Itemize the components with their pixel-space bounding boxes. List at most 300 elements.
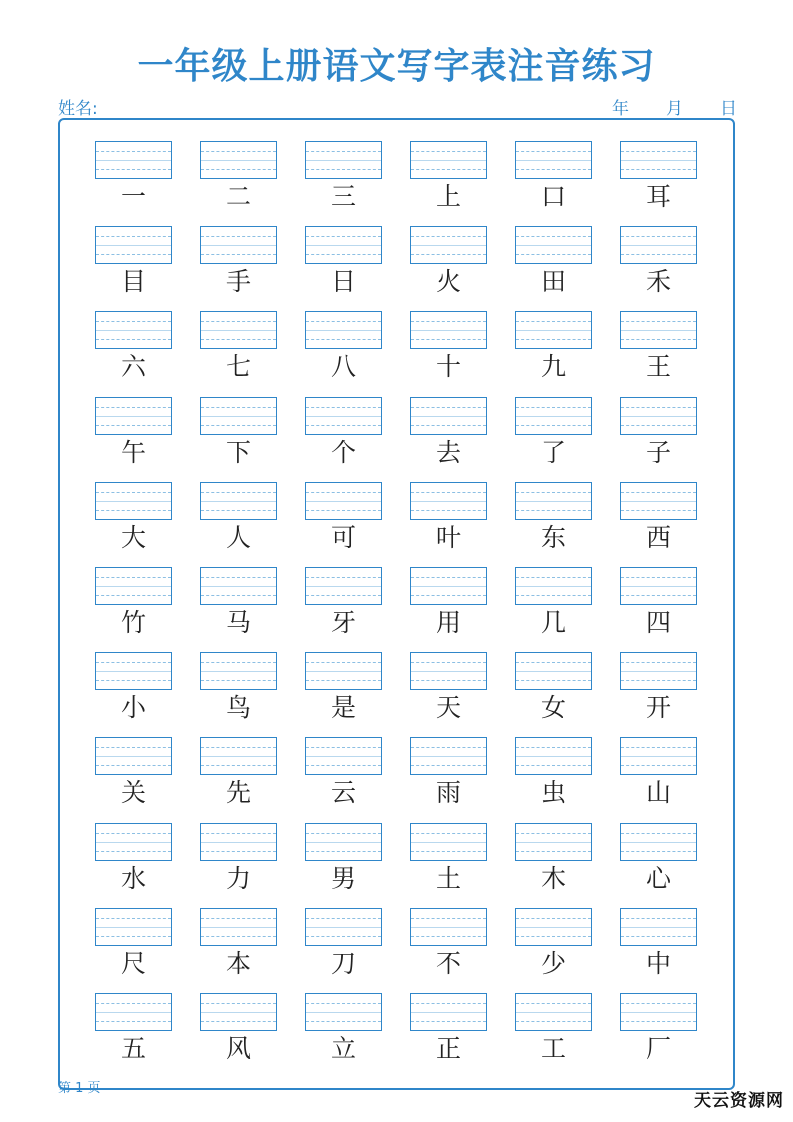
hanzi-character: 去 <box>435 437 461 467</box>
pinyin-writing-box[interactable] <box>410 652 487 690</box>
pinyin-guide-line <box>411 151 486 152</box>
character-cell <box>200 567 277 652</box>
pinyin-guide-line <box>411 254 486 255</box>
pinyin-guide-line <box>411 671 486 672</box>
pinyin-writing-box[interactable] <box>95 311 172 349</box>
pinyin-writing-box[interactable] <box>305 823 382 861</box>
character-cell <box>515 311 592 396</box>
character-cell <box>410 993 487 1078</box>
pinyin-guide-line <box>201 851 276 852</box>
character-cell <box>620 311 697 396</box>
pinyin-writing-box[interactable] <box>515 823 592 861</box>
pinyin-guide-line <box>411 595 486 596</box>
character-cell <box>515 397 592 482</box>
pinyin-guide-line <box>411 245 486 246</box>
pinyin-writing-box[interactable] <box>200 226 277 264</box>
pinyin-writing-box[interactable] <box>620 482 697 520</box>
pinyin-guide-line <box>621 510 696 511</box>
pinyin-guide-line <box>411 927 486 928</box>
pinyin-guide-line <box>96 407 171 408</box>
pinyin-guide-line <box>411 339 486 340</box>
pinyin-writing-box[interactable] <box>620 823 697 861</box>
pinyin-guide-line <box>411 577 486 578</box>
hanzi-character: 七 <box>225 352 251 382</box>
pinyin-guide-line <box>306 918 381 919</box>
character-cell <box>515 141 592 226</box>
pinyin-guide-line <box>201 339 276 340</box>
pinyin-guide-line <box>516 842 591 843</box>
pinyin-guide-line <box>516 330 591 331</box>
pinyin-writing-box[interactable] <box>305 737 382 775</box>
pinyin-guide-line <box>96 680 171 681</box>
character-cell <box>515 908 592 993</box>
pinyin-writing-box[interactable] <box>95 141 172 179</box>
pinyin-guide-line <box>621 330 696 331</box>
pinyin-guide-line <box>201 586 276 587</box>
pinyin-guide-line <box>621 160 696 161</box>
character-cell <box>305 652 382 737</box>
pinyin-guide-line <box>96 851 171 852</box>
character-cell <box>515 482 592 567</box>
pinyin-writing-box[interactable] <box>620 397 697 435</box>
pinyin-writing-box[interactable] <box>410 141 487 179</box>
pinyin-writing-box[interactable] <box>410 482 487 520</box>
pinyin-guide-line <box>621 927 696 928</box>
hanzi-character: 三 <box>330 182 356 211</box>
pinyin-writing-box[interactable] <box>620 737 697 775</box>
pinyin-guide-line <box>201 254 276 255</box>
pinyin-guide-line <box>516 851 591 852</box>
pinyin-guide-line <box>201 169 276 170</box>
pinyin-writing-box[interactable] <box>200 737 277 775</box>
pinyin-writing-box[interactable] <box>515 567 592 605</box>
pinyin-writing-box[interactable] <box>305 141 382 179</box>
pinyin-writing-box[interactable] <box>305 908 382 946</box>
hanzi-character: 可 <box>330 522 356 552</box>
pinyin-guide-line <box>411 169 486 170</box>
pinyin-writing-box[interactable] <box>410 993 487 1031</box>
hanzi-character: 日 <box>330 267 356 297</box>
hanzi-character: 耳 <box>645 182 671 211</box>
character-cell <box>620 482 697 567</box>
pinyin-guide-line <box>516 662 591 663</box>
pinyin-guide-line <box>201 747 276 748</box>
pinyin-writing-box[interactable] <box>95 993 172 1031</box>
pinyin-writing-box[interactable] <box>200 908 277 946</box>
pinyin-guide-line <box>306 833 381 834</box>
hanzi-character: 少 <box>540 948 566 978</box>
pinyin-guide-line <box>516 236 591 237</box>
pinyin-guide-line <box>621 577 696 578</box>
pinyin-guide-line <box>411 680 486 681</box>
pinyin-guide-line <box>201 756 276 757</box>
pinyin-guide-line <box>201 492 276 493</box>
pinyin-guide-line <box>201 842 276 843</box>
pinyin-guide-line <box>621 671 696 672</box>
character-cell <box>200 908 277 993</box>
character-grid <box>95 141 699 1078</box>
pinyin-writing-box[interactable] <box>515 311 592 349</box>
page-title: 一年级上册语文写字表注音练习 <box>137 46 656 87</box>
hanzi-character: 上 <box>435 182 461 211</box>
pinyin-guide-line <box>516 1012 591 1013</box>
pinyin-guide-line <box>96 1003 171 1004</box>
pinyin-guide-line <box>306 254 381 255</box>
pinyin-writing-box[interactable] <box>410 823 487 861</box>
character-cell <box>95 993 172 1078</box>
pinyin-guide-line <box>306 927 381 928</box>
hanzi-character: 禾 <box>645 267 671 297</box>
pinyin-guide-line <box>621 245 696 246</box>
pinyin-guide-line <box>96 160 171 161</box>
character-cell <box>95 141 172 226</box>
pinyin-writing-box[interactable] <box>410 567 487 605</box>
pinyin-writing-box[interactable] <box>410 311 487 349</box>
pinyin-guide-line <box>516 169 591 170</box>
character-cell <box>410 482 487 567</box>
hanzi-character: 大 <box>120 522 146 552</box>
character-cell <box>515 567 592 652</box>
pinyin-guide-line <box>201 662 276 663</box>
pinyin-writing-box[interactable] <box>95 397 172 435</box>
hanzi-character: 用 <box>435 607 461 637</box>
pinyin-guide-line <box>201 501 276 502</box>
hanzi-character: 开 <box>645 693 671 723</box>
hanzi-character: 正 <box>435 1033 461 1063</box>
pinyin-guide-line <box>96 842 171 843</box>
pinyin-guide-line <box>201 918 276 919</box>
hanzi-character: 女 <box>540 693 566 723</box>
character-cell <box>305 482 382 567</box>
pinyin-guide-line <box>516 407 591 408</box>
watermark-logo: 天云资源网 <box>694 1091 784 1111</box>
pinyin-writing-box[interactable] <box>95 737 172 775</box>
pinyin-guide-line <box>96 501 171 502</box>
pinyin-guide-line <box>201 927 276 928</box>
hanzi-character: 八 <box>330 352 356 382</box>
hanzi-character: 虫 <box>540 778 566 808</box>
hanzi-character: 先 <box>225 778 251 808</box>
character-cell <box>200 226 277 311</box>
character-cell <box>410 567 487 652</box>
hanzi-character: 鸟 <box>225 693 251 723</box>
pinyin-writing-box[interactable] <box>95 226 172 264</box>
date-month-label: 月 <box>666 99 683 119</box>
pinyin-guide-line <box>621 321 696 322</box>
hanzi-character: 一 <box>120 182 146 211</box>
character-cell <box>410 397 487 482</box>
pinyin-guide-line <box>201 407 276 408</box>
pinyin-guide-line <box>411 1021 486 1022</box>
pinyin-guide-line <box>96 425 171 426</box>
pinyin-guide-line <box>621 918 696 919</box>
pinyin-guide-line <box>306 236 381 237</box>
character-cell <box>515 737 592 822</box>
pinyin-guide-line <box>411 416 486 417</box>
pinyin-writing-box[interactable] <box>620 311 697 349</box>
pinyin-guide-line <box>201 595 276 596</box>
pinyin-writing-box[interactable] <box>95 567 172 605</box>
hanzi-character: 是 <box>330 693 356 723</box>
pinyin-guide-line <box>621 416 696 417</box>
character-cell <box>305 397 382 482</box>
hanzi-character: 田 <box>540 267 566 297</box>
pinyin-guide-line <box>621 236 696 237</box>
pinyin-guide-line <box>411 321 486 322</box>
pinyin-guide-line <box>96 339 171 340</box>
pinyin-writing-box[interactable] <box>515 482 592 520</box>
pinyin-guide-line <box>621 492 696 493</box>
hanzi-character: 西 <box>645 522 671 552</box>
character-cell <box>95 652 172 737</box>
hanzi-character: 云 <box>330 778 356 808</box>
pinyin-writing-box[interactable] <box>515 141 592 179</box>
pinyin-guide-line <box>96 671 171 672</box>
pinyin-guide-line <box>621 586 696 587</box>
pinyin-guide-line <box>516 756 591 757</box>
hanzi-character: 六 <box>120 352 146 382</box>
pinyin-guide-line <box>201 425 276 426</box>
pinyin-guide-line <box>411 833 486 834</box>
pinyin-guide-line <box>621 747 696 748</box>
pinyin-guide-line <box>516 160 591 161</box>
pinyin-writing-box[interactable] <box>515 908 592 946</box>
character-cell <box>620 908 697 993</box>
hanzi-character: 五 <box>120 1033 146 1063</box>
character-cell <box>95 226 172 311</box>
hanzi-character: 小 <box>120 693 146 723</box>
pinyin-guide-line <box>96 1021 171 1022</box>
pinyin-guide-line <box>621 833 696 834</box>
hanzi-character: 叶 <box>435 522 461 552</box>
pinyin-guide-line <box>306 765 381 766</box>
pinyin-guide-line <box>516 245 591 246</box>
pinyin-guide-line <box>621 936 696 937</box>
hanzi-character: 牙 <box>330 607 356 637</box>
pinyin-guide-line <box>96 936 171 937</box>
pinyin-guide-line <box>306 330 381 331</box>
hanzi-character: 本 <box>225 948 251 978</box>
pinyin-writing-box[interactable] <box>95 652 172 690</box>
pinyin-writing-box[interactable] <box>620 567 697 605</box>
pinyin-guide-line <box>306 407 381 408</box>
pinyin-guide-line <box>201 510 276 511</box>
pinyin-guide-line <box>306 1012 381 1013</box>
pinyin-writing-box[interactable] <box>620 141 697 179</box>
pinyin-writing-box[interactable] <box>200 823 277 861</box>
pinyin-guide-line <box>96 254 171 255</box>
hanzi-character: 力 <box>225 863 251 893</box>
character-cell <box>515 823 592 908</box>
pinyin-guide-line <box>411 1012 486 1013</box>
pinyin-guide-line <box>411 1003 486 1004</box>
pinyin-writing-box[interactable] <box>515 737 592 775</box>
pinyin-guide-line <box>621 425 696 426</box>
hanzi-character: 个 <box>330 437 356 467</box>
pinyin-guide-line <box>516 680 591 681</box>
pinyin-guide-line <box>96 927 171 928</box>
hanzi-character: 王 <box>645 352 671 382</box>
pinyin-guide-line <box>621 680 696 681</box>
pinyin-guide-line <box>96 151 171 152</box>
pinyin-guide-line <box>411 510 486 511</box>
pinyin-writing-box[interactable] <box>200 311 277 349</box>
pinyin-guide-line <box>201 1003 276 1004</box>
hanzi-character: 目 <box>120 267 146 297</box>
pinyin-guide-line <box>621 765 696 766</box>
pinyin-writing-box[interactable] <box>200 993 277 1031</box>
pinyin-guide-line <box>96 510 171 511</box>
hanzi-character: 九 <box>540 352 566 382</box>
pinyin-guide-line <box>516 151 591 152</box>
pinyin-writing-box[interactable] <box>410 226 487 264</box>
hanzi-character: 工 <box>540 1033 566 1063</box>
character-cell <box>410 908 487 993</box>
character-cell <box>620 737 697 822</box>
character-cell <box>620 141 697 226</box>
character-cell <box>95 482 172 567</box>
character-cell <box>95 737 172 822</box>
pinyin-guide-line <box>516 747 591 748</box>
hanzi-character: 子 <box>645 437 671 467</box>
hanzi-character: 立 <box>330 1033 356 1063</box>
pinyin-writing-box[interactable] <box>410 397 487 435</box>
name-label: 姓名: <box>58 99 98 119</box>
pinyin-writing-box[interactable] <box>515 226 592 264</box>
pinyin-guide-line <box>96 756 171 757</box>
hanzi-character: 不 <box>435 948 461 978</box>
hanzi-character: 水 <box>120 863 146 893</box>
character-cell <box>620 567 697 652</box>
character-cell <box>305 737 382 822</box>
pinyin-writing-box[interactable] <box>620 993 697 1031</box>
pinyin-writing-box[interactable] <box>305 226 382 264</box>
character-cell <box>410 737 487 822</box>
character-cell <box>410 652 487 737</box>
pinyin-writing-box[interactable] <box>620 908 697 946</box>
hanzi-character: 厂 <box>645 1033 671 1063</box>
pinyin-guide-line <box>411 842 486 843</box>
pinyin-guide-line <box>201 321 276 322</box>
pinyin-writing-box[interactable] <box>620 652 697 690</box>
pinyin-guide-line <box>411 765 486 766</box>
page-number: 第 1 页 <box>58 1081 101 1096</box>
pinyin-guide-line <box>306 577 381 578</box>
pinyin-writing-box[interactable] <box>620 226 697 264</box>
pinyin-writing-box[interactable] <box>515 652 592 690</box>
pinyin-guide-line <box>411 407 486 408</box>
pinyin-writing-box[interactable] <box>200 567 277 605</box>
pinyin-guide-line <box>621 756 696 757</box>
hanzi-character: 山 <box>645 778 671 808</box>
pinyin-guide-line <box>96 662 171 663</box>
pinyin-writing-box[interactable] <box>200 397 277 435</box>
hanzi-character: 四 <box>645 607 671 637</box>
hanzi-character: 木 <box>540 863 566 893</box>
pinyin-guide-line <box>516 510 591 511</box>
hanzi-character: 尺 <box>120 948 146 978</box>
pinyin-writing-box[interactable] <box>515 993 592 1031</box>
pinyin-guide-line <box>621 254 696 255</box>
character-cell <box>620 823 697 908</box>
pinyin-guide-line <box>306 936 381 937</box>
character-cell <box>200 993 277 1078</box>
pinyin-guide-line <box>411 501 486 502</box>
character-cell <box>620 993 697 1078</box>
pinyin-guide-line <box>621 662 696 663</box>
character-cell <box>305 141 382 226</box>
pinyin-writing-box[interactable] <box>410 908 487 946</box>
pinyin-guide-line <box>621 851 696 852</box>
pinyin-guide-line <box>306 1021 381 1022</box>
pinyin-guide-line <box>306 747 381 748</box>
pinyin-guide-line <box>96 169 171 170</box>
pinyin-guide-line <box>411 756 486 757</box>
pinyin-guide-line <box>306 851 381 852</box>
pinyin-guide-line <box>201 936 276 937</box>
character-cell <box>305 311 382 396</box>
pinyin-writing-box[interactable] <box>95 908 172 946</box>
pinyin-guide-line <box>411 160 486 161</box>
pinyin-guide-line <box>96 918 171 919</box>
pinyin-guide-line <box>516 321 591 322</box>
pinyin-guide-line <box>306 756 381 757</box>
pinyin-writing-box[interactable] <box>200 141 277 179</box>
character-cell <box>200 311 277 396</box>
hanzi-character: 十 <box>435 352 461 382</box>
pinyin-guide-line <box>306 586 381 587</box>
pinyin-guide-line <box>201 330 276 331</box>
pinyin-guide-line <box>96 586 171 587</box>
pinyin-guide-line <box>411 425 486 426</box>
pinyin-guide-line <box>96 577 171 578</box>
pinyin-writing-box[interactable] <box>305 397 382 435</box>
pinyin-guide-line <box>201 833 276 834</box>
pinyin-guide-line <box>306 842 381 843</box>
pinyin-guide-line <box>201 577 276 578</box>
character-cell <box>200 737 277 822</box>
pinyin-writing-box[interactable] <box>95 482 172 520</box>
pinyin-guide-line <box>516 577 591 578</box>
pinyin-guide-line <box>306 160 381 161</box>
character-cell <box>305 823 382 908</box>
date-year-label: 年 <box>612 99 629 119</box>
pinyin-writing-box[interactable] <box>305 311 382 349</box>
hanzi-character: 东 <box>540 522 566 552</box>
pinyin-writing-box[interactable] <box>200 482 277 520</box>
pinyin-guide-line <box>96 595 171 596</box>
pinyin-guide-line <box>516 339 591 340</box>
character-cell <box>200 652 277 737</box>
hanzi-character: 了 <box>540 437 566 467</box>
pinyin-guide-line <box>516 918 591 919</box>
pinyin-guide-line <box>96 321 171 322</box>
pinyin-writing-box[interactable] <box>515 397 592 435</box>
pinyin-guide-line <box>96 1012 171 1013</box>
pinyin-writing-box[interactable] <box>305 993 382 1031</box>
pinyin-writing-box[interactable] <box>305 652 382 690</box>
character-cell <box>620 397 697 482</box>
pinyin-guide-line <box>201 1012 276 1013</box>
pinyin-writing-box[interactable] <box>95 823 172 861</box>
pinyin-guide-line <box>411 747 486 748</box>
pinyin-guide-line <box>516 833 591 834</box>
pinyin-guide-line <box>621 407 696 408</box>
pinyin-writing-box[interactable] <box>305 567 382 605</box>
pinyin-writing-box[interactable] <box>305 482 382 520</box>
pinyin-writing-box[interactable] <box>200 652 277 690</box>
pinyin-writing-box[interactable] <box>410 737 487 775</box>
